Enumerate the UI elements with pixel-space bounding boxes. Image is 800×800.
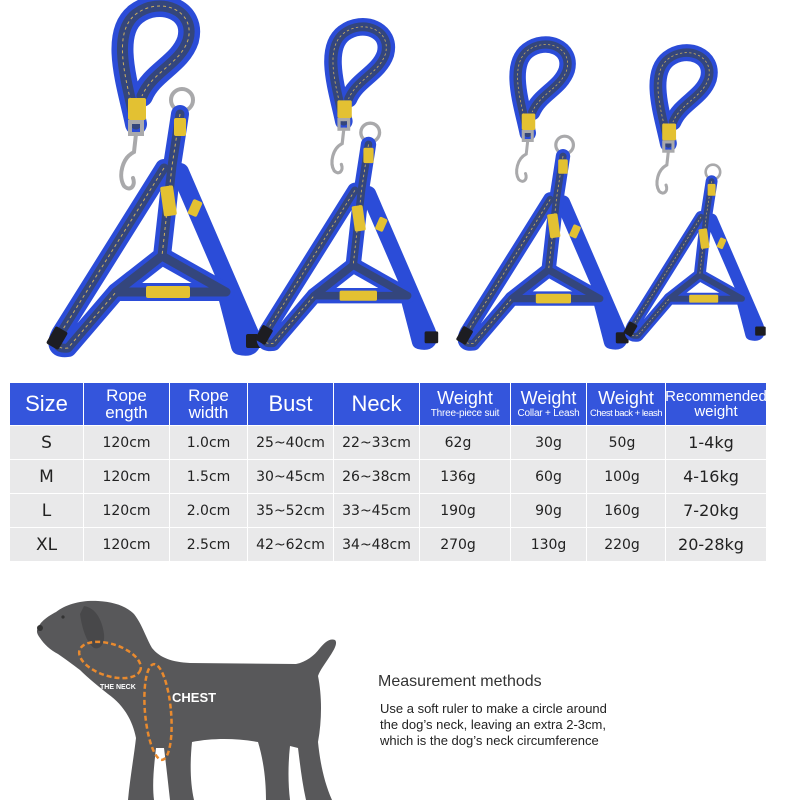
header-sublabel: Collar + Leash <box>517 407 580 419</box>
header-label-line-1: Rope <box>188 386 229 405</box>
header-sublabel: Three-piece suit <box>430 407 500 419</box>
harness-leash-set-4 <box>623 53 766 337</box>
cell-bust: 25~40cm <box>248 426 333 459</box>
dog-eye <box>61 615 64 618</box>
header-sublabel: Chest back + leash <box>589 407 663 419</box>
header-cell-size <box>10 383 83 425</box>
header-cell-weight-chest-back-leash <box>587 383 665 425</box>
header-label: Neck <box>351 391 402 416</box>
header-cell-weight-collar-leash <box>511 383 586 425</box>
cell-weight-collar-leash: 90g <box>511 494 586 527</box>
cell-weight-three-piece: 136g <box>420 460 510 493</box>
header-label-line-1: Recommended <box>665 388 767 405</box>
header-label: Weight <box>520 387 577 408</box>
cell-bust: 35~52cm <box>248 494 333 527</box>
cell-bust: 30~45cm <box>248 460 333 493</box>
cell-rope-width: 2.0cm <box>170 494 247 527</box>
chest-label: CHEST <box>172 690 217 705</box>
harness-2 <box>255 123 439 345</box>
cell-weight-chest-back-leash: 50g <box>587 426 665 459</box>
cell-bust: 42~62cm <box>248 528 333 561</box>
cell-recommended-weight: 1-4kg <box>666 426 766 459</box>
cell-size: S <box>10 426 83 459</box>
cell-neck: 22~33cm <box>334 426 419 459</box>
header-label-line-2: width <box>188 403 229 422</box>
description-line: which is the dog’s neck circumference <box>380 733 599 748</box>
leash-2 <box>332 27 386 173</box>
dog-measurement-diagram <box>0 575 360 800</box>
header-cell-neck <box>334 383 419 425</box>
header-label-line-2: weight <box>694 403 738 420</box>
cell-weight-chest-back-leash: 160g <box>587 494 665 527</box>
description-line: the dog’s neck, leaving an extra 2-3cm, <box>380 717 606 732</box>
harness-leash-set-3 <box>456 45 629 346</box>
cell-rope-length: 120cm <box>84 460 169 493</box>
header-cell-recommended-weight <box>666 383 766 425</box>
cell-weight-chest-back-leash: 220g <box>587 528 665 561</box>
header-label: Weight <box>437 387 493 408</box>
cell-neck: 34~48cm <box>334 528 419 561</box>
cell-weight-collar-leash: 130g <box>511 528 586 561</box>
cell-neck: 26~38cm <box>334 460 419 493</box>
product-photo <box>0 0 800 375</box>
measurement-methods <box>378 672 778 749</box>
neck-label: THE NECK <box>100 684 136 691</box>
cell-rope-length: 120cm <box>84 426 169 459</box>
header-label: Size <box>25 391 68 416</box>
cell-recommended-weight: 4-16kg <box>666 460 766 493</box>
dog-nose <box>37 625 43 631</box>
harness-4 <box>623 165 766 337</box>
harness-leash-set-1 <box>46 6 262 350</box>
cell-size: XL <box>10 528 83 561</box>
measurement-description <box>380 701 778 749</box>
cell-size: L <box>10 494 83 527</box>
header-cell-rope-width <box>170 383 247 425</box>
cell-weight-three-piece: 270g <box>420 528 510 561</box>
header-cell-bust <box>248 383 333 425</box>
cell-rope-width: 1.0cm <box>170 426 247 459</box>
header-label: Weight <box>598 387 654 408</box>
header-cell-rope-length <box>84 383 169 425</box>
cell-size: M <box>10 460 83 493</box>
cell-recommended-weight: 20-28kg <box>666 528 766 561</box>
cell-recommended-weight: 7-20kg <box>666 494 766 527</box>
description-line: Use a soft ruler to make a circle around <box>380 701 607 716</box>
measurement-title: Measurement methods <box>378 673 542 690</box>
harness-leash-set-2 <box>255 27 439 345</box>
cell-weight-three-piece: 190g <box>420 494 510 527</box>
harness-3 <box>456 136 629 345</box>
header-label-line-1: Rope <box>106 386 147 405</box>
cell-rope-length: 120cm <box>84 528 169 561</box>
cell-rope-width: 1.5cm <box>170 460 247 493</box>
leash-4 <box>657 53 709 193</box>
cell-weight-three-piece: 62g <box>420 426 510 459</box>
cell-neck: 33~45cm <box>334 494 419 527</box>
cell-rope-length: 120cm <box>84 494 169 527</box>
header-label-line-2: ength <box>105 403 148 422</box>
cell-weight-collar-leash: 60g <box>511 460 586 493</box>
header-label: Bust <box>268 391 313 416</box>
cell-weight-chest-back-leash: 100g <box>587 460 665 493</box>
size-table <box>10 383 766 561</box>
cell-rope-width: 2.5cm <box>170 528 247 561</box>
header-cell-weight-three-piece <box>420 383 510 425</box>
cell-weight-collar-leash: 30g <box>511 426 586 459</box>
harness-1 <box>46 89 262 350</box>
